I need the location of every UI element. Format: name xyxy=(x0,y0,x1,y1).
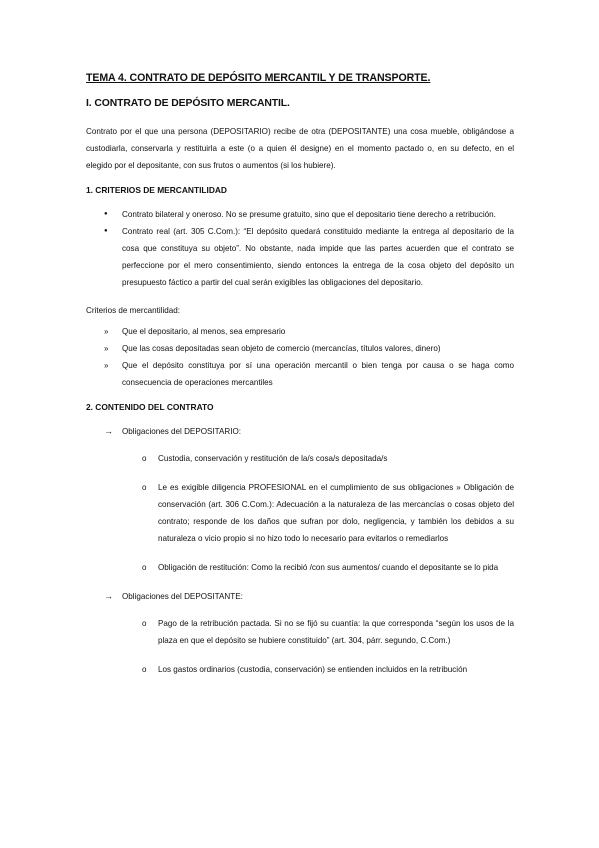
criterios-sub-label: Criterios de mercantilidad: xyxy=(86,306,181,315)
list-item: o Obligación de restitución: Como la recibió /con sus aumentos/ cuando el depositante se lo pida xyxy=(86,559,514,576)
list-item: » Que el depositario, al menos, sea empresario xyxy=(86,323,514,340)
list-item: o Le es exigible diligencia PROFESIONAL en el cumplimiento de sus obligaciones » Obligación de conservación (art. 306 C.Com.): Adecuación a la naturaleza de las mercancías o cosas objeto del contrato; responde de los daños que sufran por dolo, negligencia, y también los debidos a su naturaleza o vicio propio si no hizo todo lo necesario para evitarlos o remediarlos xyxy=(86,479,514,547)
depositario-obligations-list xyxy=(86,450,514,576)
criterios-heading: 1. CRITERIOS DE MERCANTILIDAD xyxy=(86,185,227,195)
depositante-obligations-label xyxy=(86,588,514,605)
section-heading: I. CONTRATO DE DEPÓSITO MERCANTIL. xyxy=(86,98,290,109)
document-title: TEMA 4. CONTRATO DE DEPÓSITO MERCANTIL Y DE TRANSPORTE. xyxy=(86,72,431,84)
list-item: » Que el depósito constituya por sí una operación mercantil o bien tenga por causa o se haga como consecuencia de operaciones mercantiles xyxy=(86,357,514,391)
list-item: o Los gastos ordinarios (custodia, conservación) se entienden incluidos en la retribución xyxy=(86,661,514,678)
intro-paragraph: Contrato por el que una persona (DEPOSITARIO) recibe de otra (DEPOSITANTE) una cosa mueble, obligándose a custodiarla, conservarla y restituirla a este (o a quien él designe) en el momento pactado o, en su defecto, en el elegido por el depositante, con sus frutos o aumentos (si los hubiere). xyxy=(86,127,514,170)
bullet-item: ● Contrato bilateral y oneroso. No se presume gratuito, sino que el depositario tiene derecho a retribución. xyxy=(86,206,514,223)
document-content xyxy=(86,72,514,690)
list-item: o Pago de la retribución pactada. Si no se fijó su cuantía: la que corresponda “según los usos de la plaza en que el depósito se hubiere constituido” (art. 304, párr. segundo, C.Com.) xyxy=(86,615,514,649)
obligations-label-text: Obligaciones del DEPOSITARIO: xyxy=(122,427,242,436)
mercantilidad-list xyxy=(86,323,514,391)
depositante-obligations-list xyxy=(86,615,514,678)
arrow-right-icon: → xyxy=(104,426,113,436)
criterios-bullet-list xyxy=(86,206,514,291)
contenido-heading: 2. CONTENIDO DEL CONTRATO xyxy=(86,402,214,412)
list-item: o Custodia, conservación y restitución de la/s cosa/s depositada/s xyxy=(86,450,514,467)
arrow-right-icon: → xyxy=(104,591,113,601)
bullet-item: ● Contrato real (art. 305 C.Com.): “El depósito quedará constituido mediante la entrega al depositario de la cosa que constituya su objeto”. No obstante, nada impide que las partes acuerden que el contrato se perfeccione por el mero consentimiento, siendo entonces la entrega de la cosa objeto del depósito un presupuesto fáctico a partir del cual serán exigibles las obligaciones del depositario. xyxy=(86,223,514,291)
obligations-label-text: Obligaciones del DEPOSITANTE: xyxy=(122,592,243,601)
depositario-obligations-label xyxy=(86,423,514,440)
list-item: » Que las cosas depositadas sean objeto de comercio (mercancías, títulos valores, dinero) xyxy=(86,340,514,357)
